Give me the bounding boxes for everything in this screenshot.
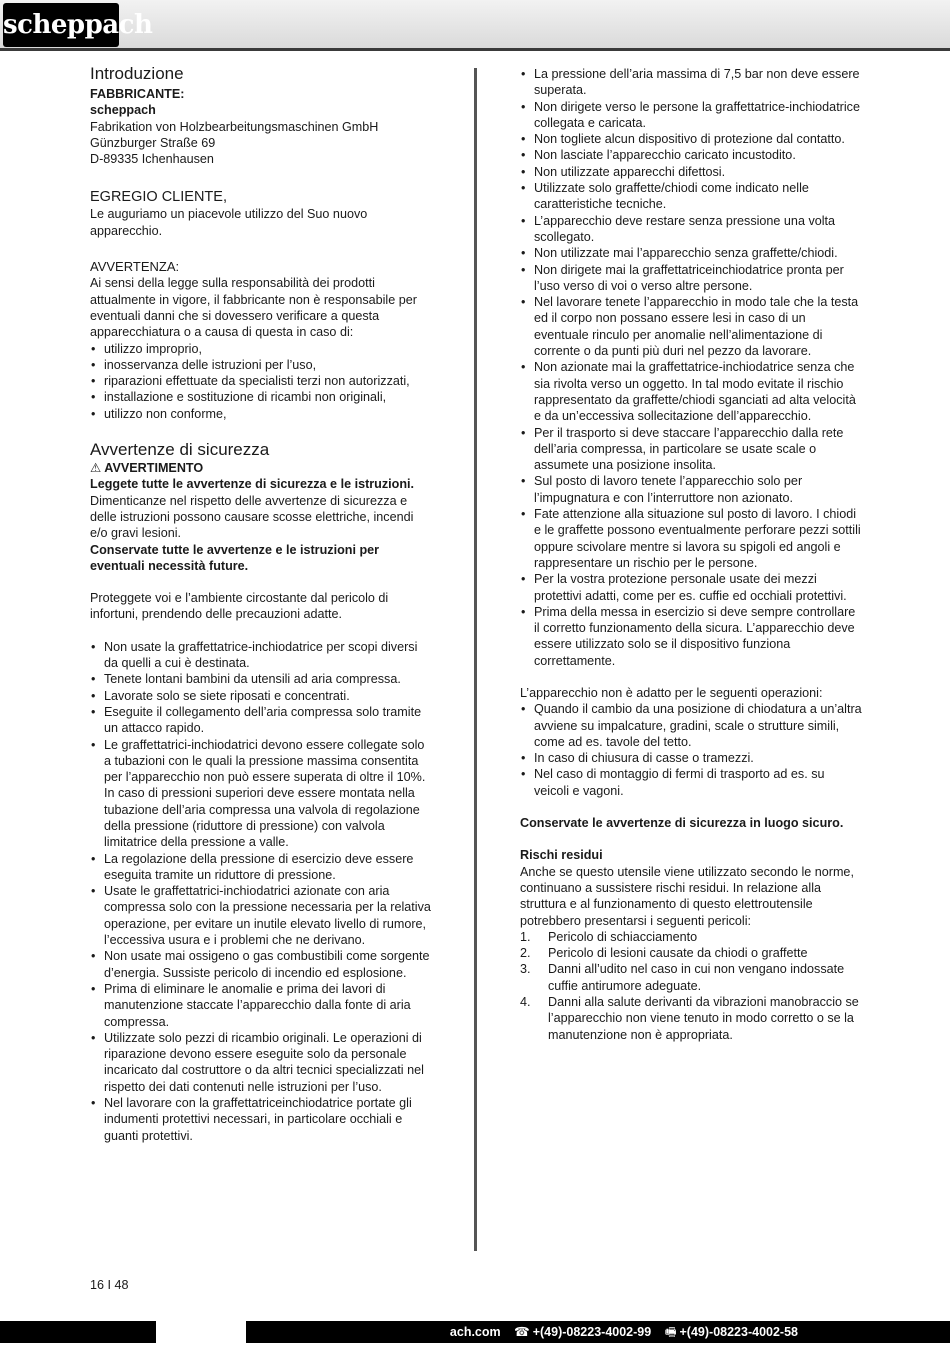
manufacturer-name: scheppach (90, 103, 156, 118)
right-column (520, 66, 862, 1043)
list-item: • L’apparecchio deve restare senza pressione una volta scollegato. (520, 213, 862, 246)
list-item: • Quando il cambio da una posizione di chiodatura a un’altra avviene su impalcature, gradini, scale o strutture simili, come ad es. tavole del tetto. (520, 701, 862, 750)
warning-title: AVVERTENZA: (90, 259, 180, 275)
phone-icon: ☎ (514, 1325, 530, 1339)
list-item: • Per la vostra protezione personale usate dei mezzi protettivi adatti, come per es. cuffie ed occhiali protettivi. (520, 571, 862, 604)
left-column (90, 64, 432, 1144)
warning-label: AVVERTIMENTO (104, 461, 204, 476)
warning-heading (90, 460, 432, 476)
footer-fax: +(49)-08223-4002-58 (679, 1325, 798, 1339)
list-item: • Per il trasporto si deve staccare l’apparecchio dalla rete dell’aria compressa, in particolare se usate scale o assumete una posizione insolita. (520, 425, 862, 474)
list-item: • Non utilizzate apparecchi difettosi. (520, 164, 862, 180)
list-item: • Non azionate mai la graffettatrice-inchiodatrice senza che sia rivolta verso un oggetto. In tal modo evitate il rischio rappresentato da graffette/chiodi sganciati ad alta velocità e da un’eccessiva sollecitazione dell’apparecchio. (520, 359, 862, 424)
manufacturer-line: Günzburger Straße 69 (90, 135, 216, 150)
not-suitable-list (520, 701, 862, 799)
intro-title: Introduzione (90, 64, 184, 83)
list-item: • Fate attenzione alla situazione sul posto di lavoro. I chiodi e le graffette possono eventualmente perforare pezzi sottili oppure scivolare mentre si lavora su spigoli ed angoli e rappresentare un rischio per le persone. (520, 506, 862, 571)
fax-icon: 🖷 (664, 1325, 677, 1339)
safety-title: Avvertenze di sicurezza (90, 440, 270, 460)
list-item: • inosservanza delle istruzioni per l’uso, (90, 357, 432, 373)
list-item: • Nel lavorare tenete l’apparecchio in modo tale che la testa ed il corpo non possano essere lesi in caso di un eventuale rinculo per anomalie nell’alimentazione di corrente o da punti più duri nel pezzo da lavorare. (520, 294, 862, 359)
protect-text: Proteggete voi e l’ambiente circostante dal pericolo di infortuni, prendendo delle precauzioni adatte. (90, 591, 389, 622)
list-item: • Lavorate solo se siete riposati e concentrati. (90, 688, 432, 704)
list-item: 3. Danni all’udito nel caso in cui non vengano indossate cuffie antirumore adeguate. (520, 962, 845, 993)
list-item: • installazione e sostituzione di ricambi non originali, (90, 389, 432, 405)
list-item: • Sul posto di lavoro tenete l’apparecchio solo per l’impugnatura e con l’interruttore non azionato. (520, 473, 862, 506)
not-suitable-text: L’apparecchio non è adatto per le seguenti operazioni: (520, 685, 823, 700)
customer-title: EGREGIO CLIENTE, (90, 189, 227, 206)
manufacturer-line: D-89335 Ichenhausen (90, 152, 214, 167)
footer-phone: +(49)-08223-4002-99 (532, 1325, 652, 1339)
list-item: • riparazioni effettuate da specialisti terzi non autorizzati, (90, 373, 432, 389)
warning-list (90, 341, 432, 422)
list-item: • Utilizzate solo graffette/chiodi come indicato nelle caratteristiche tecniche. (520, 180, 862, 213)
residual-title: Rischi residui (520, 848, 603, 863)
warning-text: Ai sensi della legge sulla responsabilità dei prodotti attualmente in vigore, il fabbricante non è responsabile per eventuali danni che si dovessero verificare a questa apparecchiatura o a causa di questa in caso di: (90, 276, 417, 340)
list-item: • Non dirigete verso le persone la graffettatrice-inchiodatrice collegata e caricata. (520, 99, 862, 132)
list-item: • Usate le graffettatrici-inchiodatrici azionate con aria compressa solo con la pressione necessaria per la relativa operazione, per evitare un inutile elevato livello di rumore, l’eccessiva usura e i problemi che ne derivano. (90, 883, 432, 948)
column-divider (474, 68, 477, 1251)
list-item: • La pressione dell’aria massima di 7,5 bar non deve essere superata. (520, 66, 862, 99)
list-item: 2. Pericolo di lesioni causate da chiodi o graffette (520, 946, 808, 961)
keep-safe-text: Conservate le avvertenze di sicurezza in luogo sicuro. (520, 816, 844, 831)
list-item: • Prima di eliminare le anomalie e prima dei lavori di manutenzione staccate l’apparecchio dalla fonte di aria compressa. (90, 981, 432, 1030)
list-item: • Nel caso di montaggio di fermi di trasporto ad es. su veicoli e vagoni. (520, 766, 862, 799)
header-rule (0, 48, 950, 51)
customer-text: Le auguriamo un piacevole utilizzo del Suo nuovo apparecchio. (90, 207, 368, 238)
list-item: • Utilizzate solo pezzi di ricambio originali. Le operazioni di riparazione devono essere eseguite solo da personale incaricato dal costruttore o da altri tecnici specializzati nel rispetto dei dati contenuti nelle istruzioni per l’uso. (90, 1030, 432, 1095)
list-item: • La regolazione della pressione di esercizio deve essere eseguita tramite un riduttore di pressione. (90, 851, 432, 884)
residual-list (520, 929, 862, 1043)
manufacturer-line: Fabrikation von Holzbearbeitungsmaschinen GmbH (90, 119, 379, 134)
safety-list-right (520, 66, 862, 669)
list-item: • Non usate la graffettatrice-inchiodatrice per scopi diversi da quelli a cui è destinata. (90, 639, 432, 672)
list-item: • Tenete lontani bambini da utensili ad aria compressa. (90, 671, 432, 687)
page-number: 16 I 48 (90, 1278, 129, 1292)
list-item: 4. Danni alla salute derivanti da vibrazioni manobraccio se l’apparecchio non viene tenuto in modo corretto o se la manutenzione non è appropriata. (520, 995, 859, 1042)
warning-triangle-icon: ⚠ (90, 461, 102, 476)
list-item: • Non dirigete mai la graffettatriceinchiodatrice pronta per l’uso verso di voi o verso altre persone. (520, 262, 862, 295)
header-bar (0, 0, 950, 50)
list-item: • utilizzo non conforme, (90, 406, 432, 422)
list-item: 1. Pericolo di schiacciamento (520, 929, 698, 944)
residual-text: Anche se questo utensile viene utilizzato secondo le norme, continuano a sussistere rischi residui. In relazione alla struttura e al funzionamento di questo elettroutensile potrebbero presentarsi i seguenti pericoli: (520, 864, 854, 928)
footer-contact (446, 1321, 798, 1343)
footer-bar-gap (156, 1321, 246, 1343)
list-item: • utilizzo improprio, (90, 341, 432, 357)
list-item: • Non togliete alcun dispositivo di protezione dal contatto. (520, 131, 862, 147)
list-item: • Non utilizzate mai l’apparecchio senza graffette/chiodi. (520, 245, 862, 261)
keep-instructions: Conservate tutte le avvertenze e le istruzioni per eventuali necessità future. (90, 542, 380, 573)
list-item: • Non lasciate l’apparecchio caricato incustodito. (520, 147, 862, 163)
list-item: • In caso di chiusura di casse o tramezzi. (520, 750, 862, 766)
read-instructions: Leggete tutte le avvertenze di sicurezza e le istruzioni. Dimenticanze nel rispetto delle avvertenze di sicurezza e delle istruzioni possono causare scosse elettriche, incendi e/o gravi lesioni. (90, 477, 415, 541)
list-item: • Non usate mai ossigeno o gas combustibili come sorgente d’energia. Sussiste pericolo di incendio ed esplosione. (90, 948, 432, 981)
list-item: • Le graffettatrici-inchiodatrici devono essere collegate solo a tubazioni con le quali la pressione massima consentita per l’apparecchio non può essere superata di oltre il 10%. In caso di pressioni superiori deve essere montata nella tubazione dell’aria compressa una valvola di regolazione della pressione (riduttore di pressione) con valvola limitatrice della pressione a valle. (90, 737, 432, 851)
manufacturer-label: FABBRICANTE: (90, 87, 185, 101)
safety-list-left (90, 639, 432, 1144)
list-item: • Prima della messa in esercizio si deve sempre controllare il corretto funzionamento della sicura. L’apparecchio deve essere utilizzato solo se il dispositivo funziona correttamente. (520, 604, 862, 669)
footer-website: ach.com (449, 1325, 501, 1339)
list-item: • Eseguite il collegamento dell’aria compressa solo tramite un attacco rapido. (90, 704, 432, 737)
list-item: • Nel lavorare con la graffettatriceinchiodatrice portate gli indumenti protettivi necessari, in particolare occhiali e guanti protettivi. (90, 1095, 432, 1144)
scheppach-logo: scheppach (3, 3, 119, 47)
